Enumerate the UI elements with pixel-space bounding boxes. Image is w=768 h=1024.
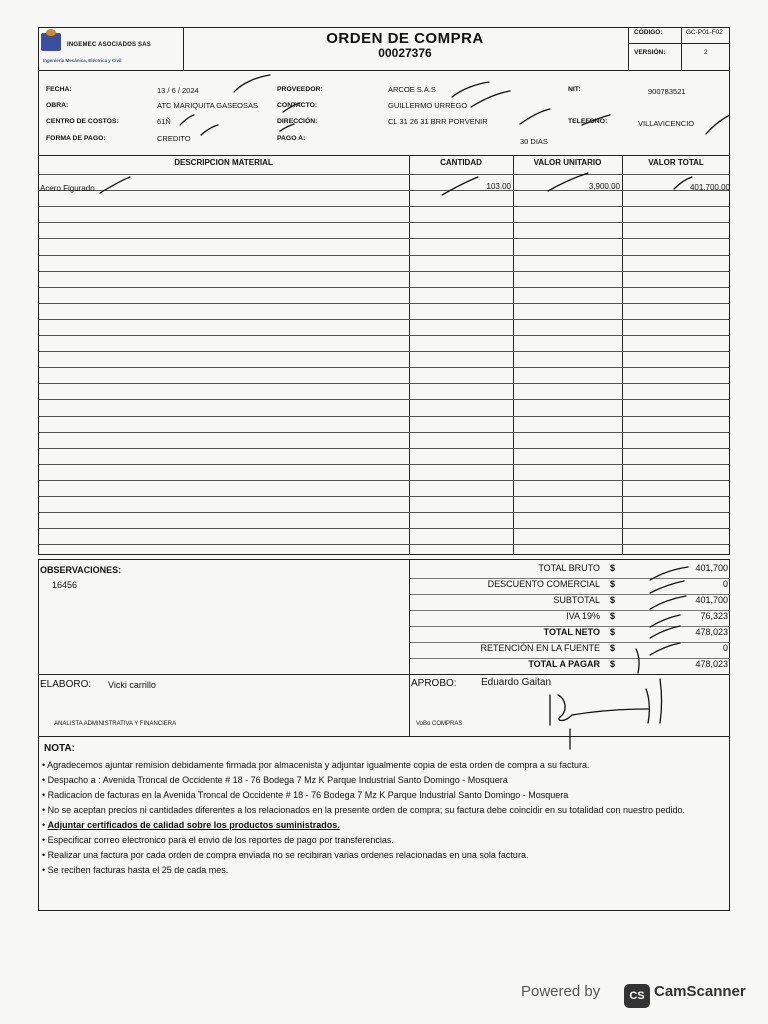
fecha-value: 13 / 6 / 2024 (157, 86, 199, 95)
bullet-icon: • (42, 835, 48, 845)
bullet-icon: • (42, 760, 48, 770)
document-title: ORDEN DE COMPRA (326, 30, 484, 47)
header-cantidad: CANTIDAD (440, 158, 482, 167)
purchase-order-document (38, 27, 730, 911)
total-label: DESCUENTO COMERCIAL (487, 579, 600, 589)
header-descripcion: DESCRIPCION MATERIAL (174, 158, 273, 167)
total-value: 401,700 (695, 563, 728, 573)
bullet-icon: • (42, 790, 48, 800)
elaboro-label: ELABORO: (40, 679, 92, 690)
bullet-icon: • (42, 865, 48, 875)
centro-costos-value: 61Ñ (157, 117, 171, 126)
handwritten-marks (38, 27, 730, 911)
total-label: TOTAL A PAGAR (528, 659, 600, 669)
camscanner-brand: CamScanner (654, 983, 746, 1000)
contacto-value: GUILLERMO URREGO (388, 101, 468, 110)
nota-item-text: Despacho a : Avenida Troncal de Occidente # 18 - 76 Bodega 7 Mz K Parque Industrial Santo Domingo - Mosquera (47, 775, 508, 785)
proveedor-value: ARCOE S.A.S (388, 85, 436, 94)
total-currency: $ (610, 611, 616, 621)
powered-by-text: Powered by (521, 983, 601, 1000)
obra-value: ATC MARIQUITA GASEOSAS (157, 101, 258, 110)
pago-a-label: PAGO A: (277, 135, 306, 142)
pago-a-value: 30 DIAS (520, 137, 548, 146)
nota-item-text: Agradecemos ajuntar remision debidamente firmada por almacenista y adjuntar igualmente copia de esta orden de compra a su factura. (47, 760, 590, 770)
total-currency: $ (610, 627, 616, 637)
nota-item-text: Se reciben facturas hasta el 25 de cada mes. (47, 865, 229, 875)
nota-title: NOTA: (44, 743, 75, 754)
total-value: 478,023 (695, 627, 728, 637)
nit-label: NIT: (568, 86, 581, 93)
obra-label: OBRA: (46, 102, 69, 109)
observaciones-label: OBSERVACIONES: (40, 565, 122, 575)
bullet-icon: • (42, 820, 48, 830)
bullet-icon: • (42, 775, 48, 785)
total-label: RETENCIÓN EN LA FUENTE (480, 643, 600, 653)
nit-value: 900783521 (648, 87, 686, 96)
code-value: GC-P01-F02 (686, 29, 723, 36)
version-value: 2 (704, 49, 708, 56)
total-currency: $ (610, 595, 616, 605)
header-valor-total: VALOR TOTAL (648, 158, 704, 167)
bullet-icon: • (42, 805, 48, 815)
forma-pago-value: CREDITO (157, 134, 191, 143)
header-valor-unitario: VALOR UNITARIO (533, 158, 602, 167)
total-currency: $ (610, 563, 616, 573)
row-cantidad: 103.00 (486, 182, 511, 191)
total-label: TOTAL NETO (543, 627, 600, 637)
version-label: VERSIÓN: (634, 49, 666, 56)
company-tagline: Ingeniería Mecánica, Eléctrica y Civil (43, 58, 122, 63)
nota-item-text: Adjuntar certificados de calidad sobre los productos suministrados. (47, 820, 340, 830)
aprobo-role: VoBo COMPRAS (416, 721, 463, 727)
telefono-value: VILLAVICENCIO (638, 119, 695, 128)
total-label: IVA 19% (566, 611, 600, 621)
bullet-icon: • (42, 850, 48, 860)
company-name: INGEMEC ASOCIADOS SAS (67, 42, 151, 48)
total-currency: $ (610, 659, 616, 669)
row-descripcion: Acero Figurado (40, 184, 95, 193)
elaboro-role: ANALISTA ADMINISTRATIVA Y FINANCIERA (54, 721, 177, 727)
nota-item-text: Radicacion de facturas en la Avenida Troncal de Occidente # 18 - 76 Bodega 7 Mz K Parque Industrial Santo Domingo - Mosquera (47, 790, 569, 800)
centro-costos-label: CENTRO DE COSTOS: (46, 118, 119, 125)
nota-item-text: Realizar una factura por cada orden de compra enviada no se recibiran varias ordenes relacionadas en una sola factura. (47, 850, 529, 860)
telefono-label: TELEFONO: (568, 118, 608, 125)
total-currency: $ (610, 643, 616, 653)
nota-item-text: No se aceptan precios ni cantidades diferentes a los relacionados en la presente orden de compra; su factura debe coincidir en su totalidad con nuestro pedido. (47, 805, 686, 815)
aprobo-label: APROBO: (411, 678, 457, 689)
direccion-label: DIRECCIÓN: (277, 118, 318, 125)
code-label: CÓDIGO: (634, 29, 663, 36)
elaboro-name: Vicki carrillo (108, 680, 156, 690)
total-currency: $ (610, 579, 616, 589)
camscanner-logo-icon: CS (624, 984, 650, 1008)
nota-item-text: Especificar correo electronico para el envio de los reportes de pago por transferencias. (47, 835, 394, 845)
contacto-label: CONTACTO: (277, 102, 318, 109)
order-number: 00027376 (378, 46, 432, 60)
proveedor-label: PROVEEDOR: (277, 86, 323, 93)
total-value: 0 (722, 579, 728, 589)
fecha-label: FECHA: (46, 86, 72, 93)
forma-pago-label: FORMA DE PAGO: (46, 135, 106, 142)
direccion-value: CL 31 26 31 BRR PORVENIR (388, 117, 488, 126)
row-valor-unitario: 3,900.00 (588, 182, 620, 191)
total-value: 401,700 (695, 595, 728, 605)
total-label: TOTAL BRUTO (538, 563, 600, 573)
total-value: 0 (722, 643, 728, 653)
total-value: 478,023 (695, 659, 728, 669)
total-label: SUBTOTAL (553, 595, 600, 605)
total-value: 76,323 (700, 611, 728, 621)
observaciones-value: 16456 (52, 580, 78, 590)
row-valor-total: 401,700.00 (689, 183, 730, 192)
aprobo-name: Eduardo Gaitan (481, 677, 552, 688)
